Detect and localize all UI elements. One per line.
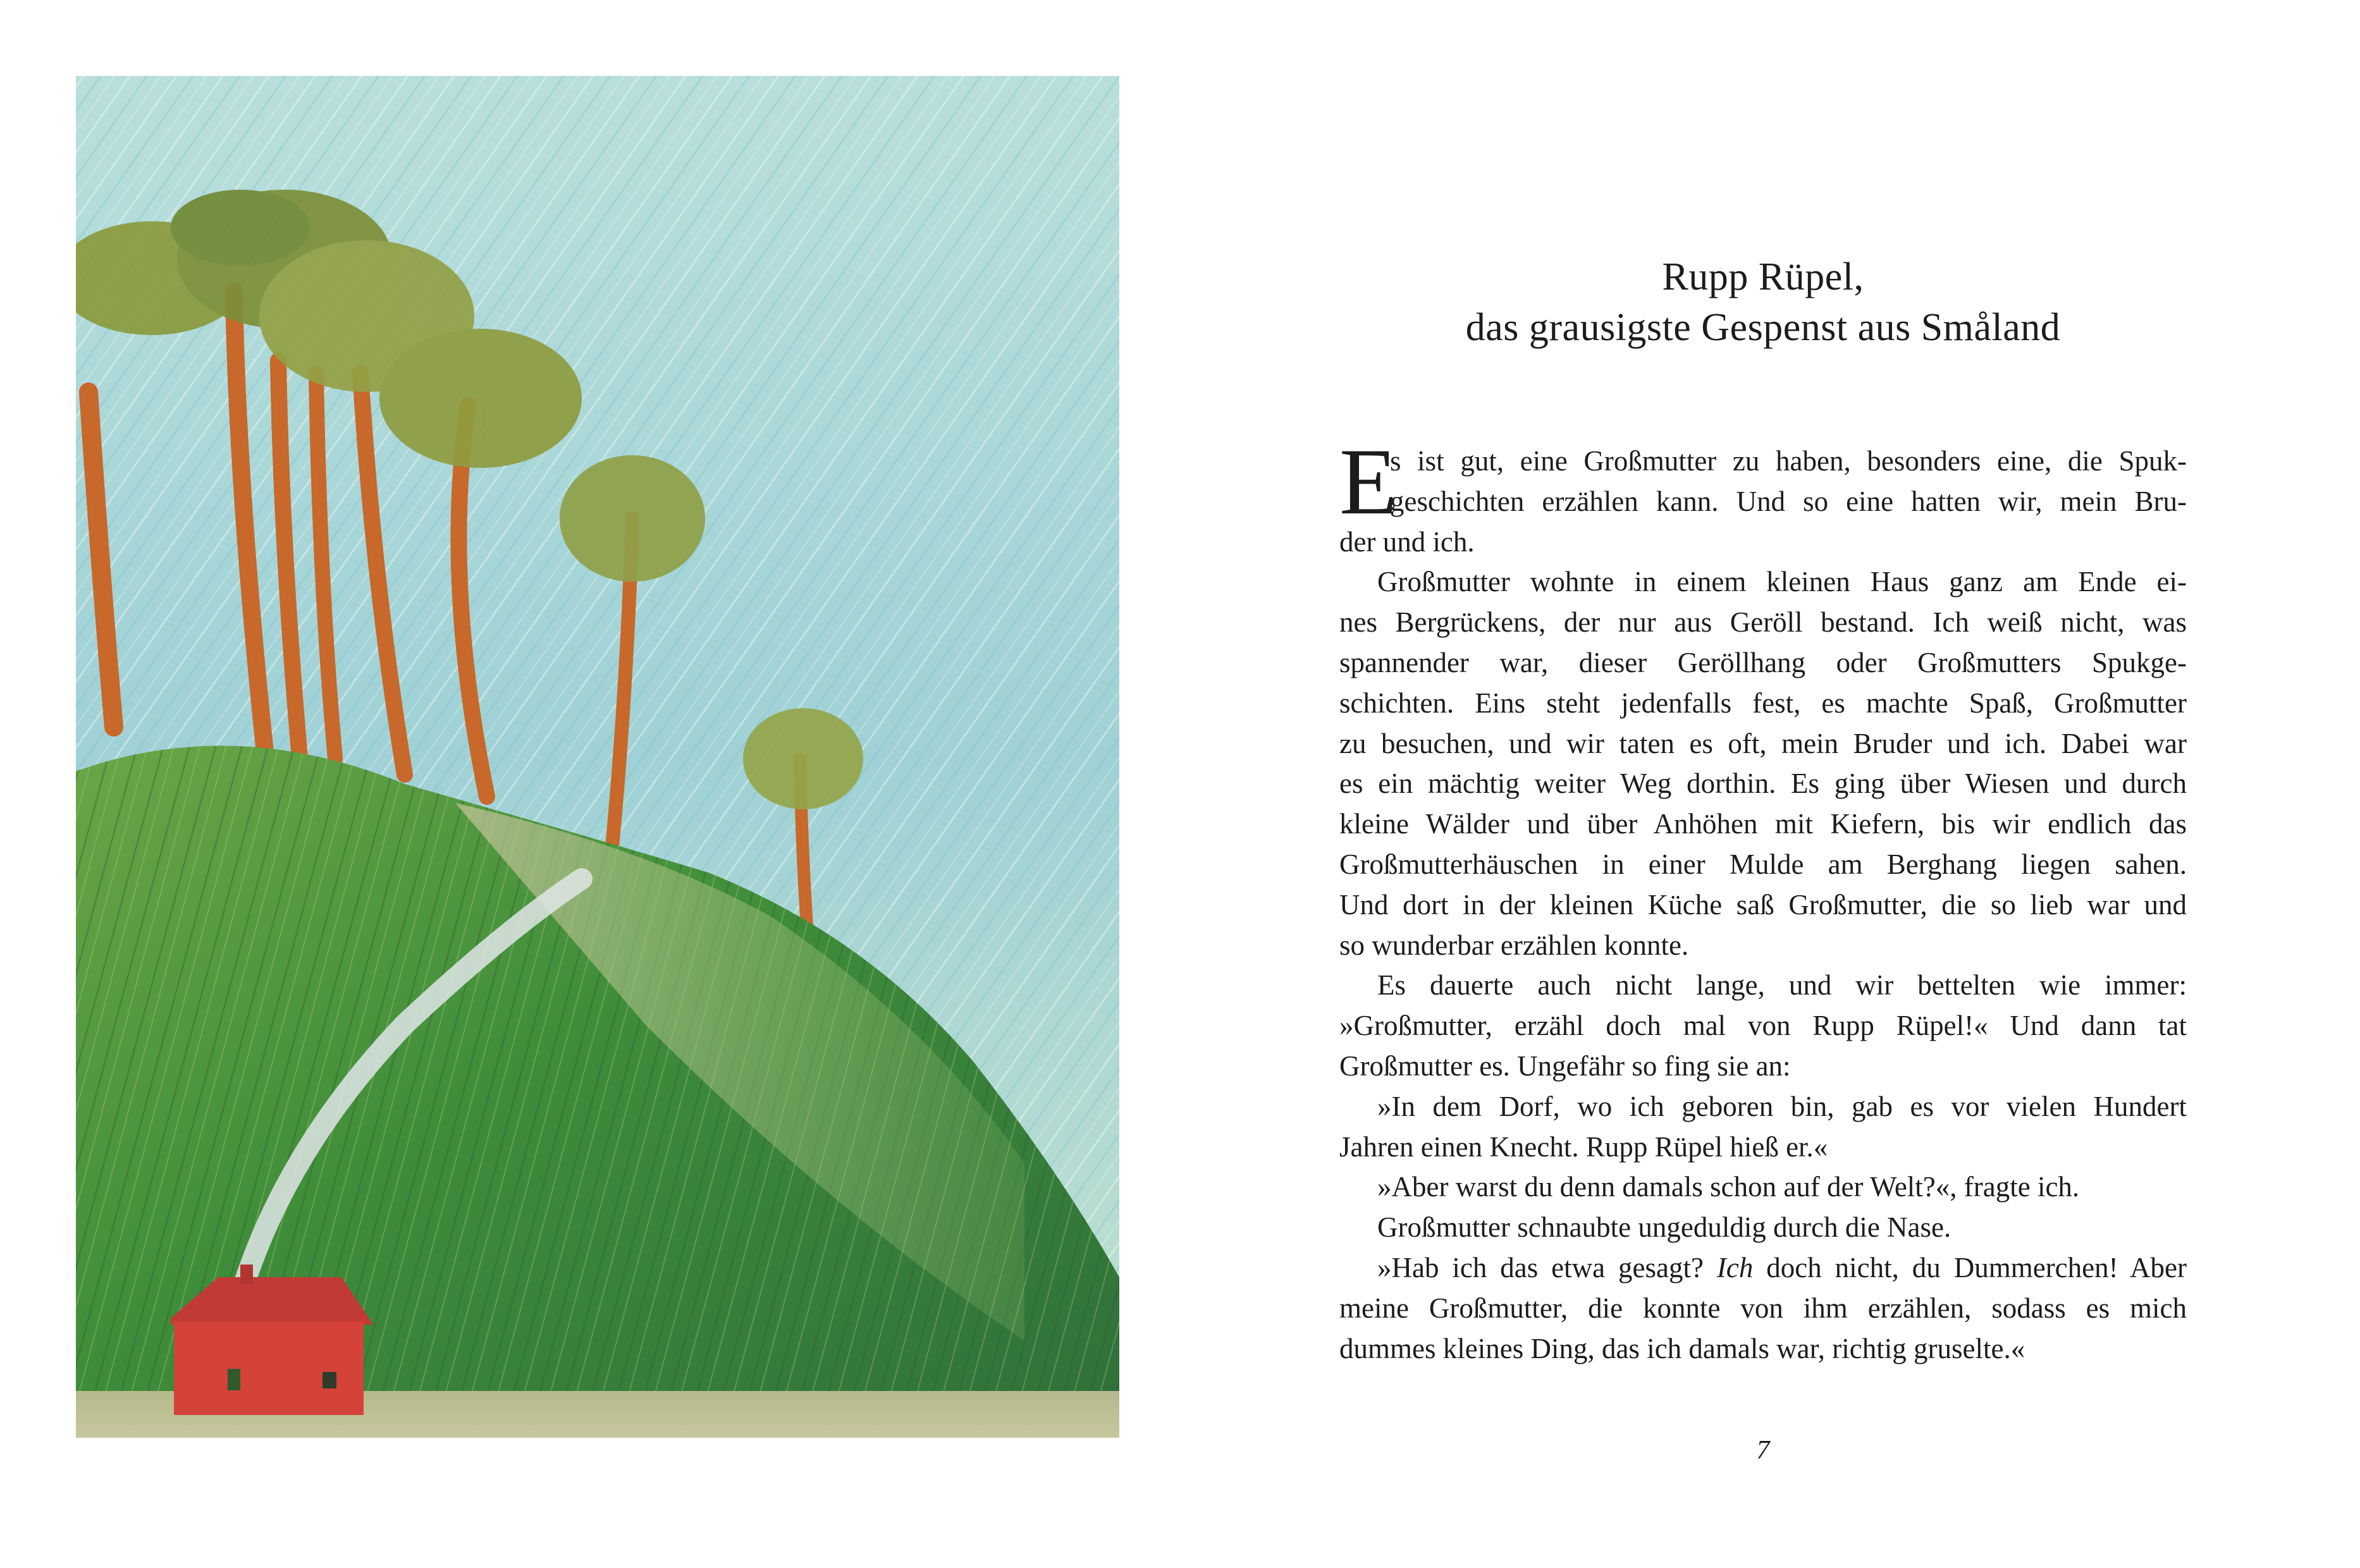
- illustration: [76, 76, 1119, 1438]
- text-line: dummes kleines Ding, das ich damals war, richtig gruselte.«: [1339, 1332, 2025, 1364]
- chapter-title-line-1: Rupp Rüpel,: [1662, 255, 1864, 298]
- text-line: zu besuchen, und wir taten es oft, mein Bruder und ich. Dabei war: [1339, 727, 2187, 759]
- text-line: nes Bergrückens, der nur aus Geröll bestand. Ich weiß nicht, was: [1339, 606, 2187, 639]
- text-line: meine Großmutter, die konnte von ihm erzählen, sodass es mich: [1339, 1292, 2187, 1324]
- text-line: s ist gut, eine Großmutter zu haben, besonders eine, die Spuk-: [1390, 445, 2187, 477]
- text-line: geschichten erzählen kann. Und so eine hatten wir, mein Bru-: [1390, 485, 2187, 517]
- emphasis-text: Ich: [1716, 1251, 1754, 1283]
- text-line: Großmutter es. Ungefähr so fing sie an:: [1339, 1050, 1791, 1082]
- text-line: spannender war, dieser Geröllhang oder Großmutters Spukge-: [1339, 646, 2187, 678]
- text-line: schichten. Eins steht jedenfalls fest, es machte Spaß, Großmutter: [1339, 687, 2187, 719]
- chapter-title: [1339, 252, 2187, 353]
- text-line: »Aber warst du denn damals schon auf der Welt?«, fragte ich.: [1377, 1171, 2080, 1203]
- text-line: »Großmutter, erzähl doch mal von Rupp Rüpel!« Und dann tat: [1339, 1010, 2187, 1042]
- text-line: Großmutter wohnte in einem kleinen Haus ganz am Ende ei-: [1377, 566, 2187, 598]
- page-number: 7: [1756, 1436, 1770, 1465]
- text-line: so wunderbar erzählen konnte.: [1339, 929, 1689, 961]
- text-line: Jahren einen Knecht. Rupp Rüpel hieß er.«: [1339, 1130, 1828, 1163]
- text-line: der und ich.: [1339, 525, 1475, 558]
- text-line: Großmutterhäuschen in einer Mulde am Berghang liegen sahen.: [1339, 848, 2187, 880]
- text-line: Und dort in der kleinen Küche saß Großmutter, die so lieb war und: [1339, 888, 2187, 921]
- text-line: kleine Wälder und über Anhöhen mit Kiefern, bis wir endlich das: [1339, 808, 2187, 840]
- text-segment: doch nicht, du Dummerchen! Aber: [1766, 1251, 2187, 1283]
- text-page: [1339, 0, 2187, 1568]
- text-line: es ein mächtig weiter Weg dorthin. Es ging über Wiesen und durch: [1339, 768, 2187, 800]
- text-line: Großmutter schnaubte ungeduldig durch die Nase.: [1377, 1211, 1951, 1244]
- chapter-title-line-2: das grausigste Gespenst aus Småland: [1465, 306, 2061, 349]
- text-line: »In dem Dorf, wo ich geboren bin, gab es vor vielen Hundert: [1377, 1090, 2187, 1122]
- text-line: [1339, 1248, 2187, 1289]
- text-segment: »Hab ich das etwa gesagt?: [1377, 1251, 1717, 1283]
- body-text: [1339, 429, 2187, 1369]
- drop-cap: E: [1339, 429, 1398, 534]
- text-line: Es dauerte auch nicht lange, und wir bettelten wie immer:: [1377, 969, 2187, 1001]
